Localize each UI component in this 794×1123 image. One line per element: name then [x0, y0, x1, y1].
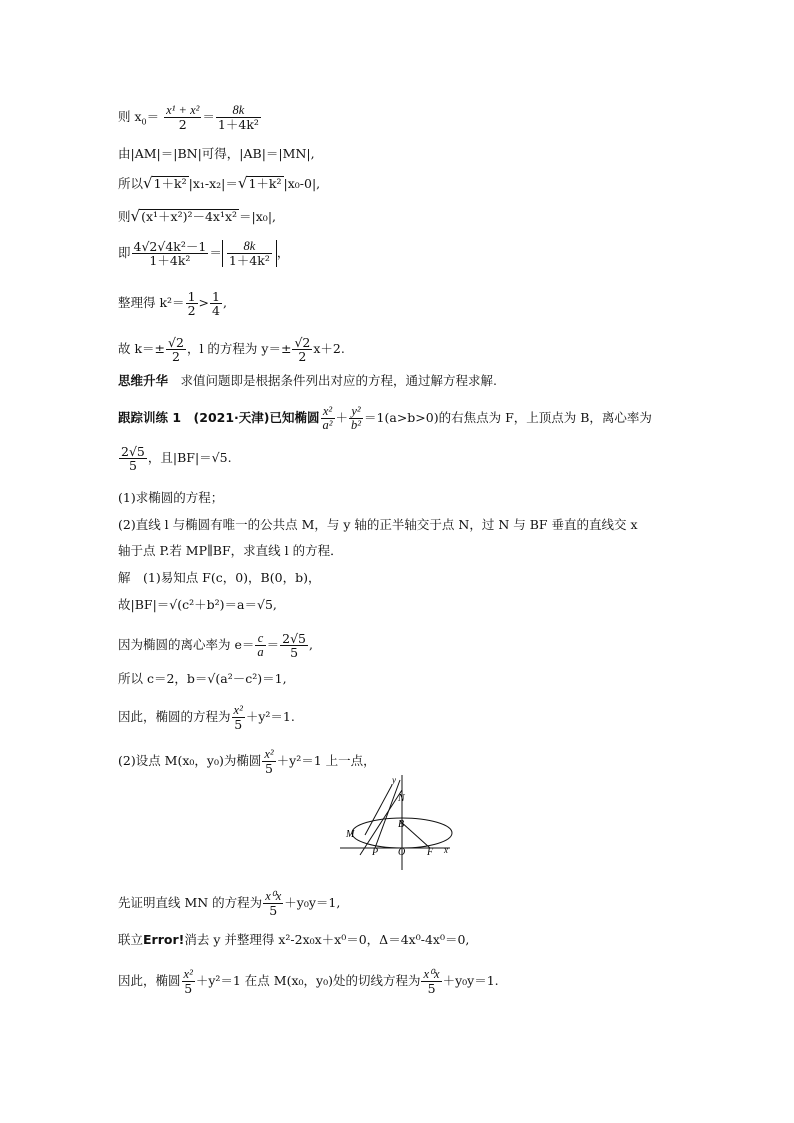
eq-x0: [118, 104, 262, 131]
text: 则: [118, 209, 131, 224]
denominator: 5: [265, 761, 273, 776]
label-x: x: [444, 845, 448, 855]
denominator: 2: [187, 303, 196, 318]
radicand: (x¹＋x²)²－4x¹x²: [141, 209, 238, 224]
fraction: [227, 240, 272, 267]
text: 由|AM|＝|BN|可得，|AB|＝|MN|,: [118, 146, 315, 161]
eq-line: [118, 208, 276, 225]
fraction: [216, 104, 261, 131]
denominator: 2: [172, 349, 180, 364]
denominator: 5: [427, 981, 436, 996]
denominator: 4: [212, 303, 220, 318]
fraction: [182, 968, 195, 995]
text-line: [118, 932, 469, 948]
text: 所以 c＝2，b＝√(a²－c²)＝1,: [118, 671, 287, 686]
eq-line: [118, 632, 313, 659]
label-p: P: [372, 847, 379, 858]
fraction: [292, 336, 312, 363]
text: ＋y²＝1 在点 M(x₀，y₀)处的切线方程为: [195, 973, 421, 988]
numerator: x⁰x: [423, 967, 440, 981]
text: 先证明直线 MN 的方程为: [118, 895, 263, 910]
numerator: √2: [294, 335, 311, 350]
text: ＝|x₀|,: [239, 209, 277, 224]
denominator: 2: [298, 349, 307, 364]
summary-line: [118, 373, 497, 389]
text: ,: [309, 637, 313, 652]
numerator: x¹ + x²: [166, 103, 200, 117]
ellipse-figure: [340, 755, 460, 870]
line-mp: [365, 785, 392, 835]
text: 求值问题即是根据条件列出对应的方程，通过解方程求解.: [168, 373, 497, 388]
denominator: 5: [184, 981, 193, 996]
problem-line: [118, 445, 232, 472]
text: (2)设点 M(x₀，y₀)为椭圆: [118, 753, 262, 768]
absolute-value: [222, 240, 277, 267]
eq-line: [118, 240, 289, 267]
numerator: 1: [212, 289, 220, 304]
denominator: 5: [128, 458, 137, 473]
fraction: [421, 968, 441, 995]
denominator: a²: [322, 418, 333, 432]
text: ＋y²＝1.: [245, 709, 295, 724]
text: 则 x: [118, 109, 142, 124]
text: ,: [222, 295, 227, 310]
denominator: 1＋4k²: [149, 253, 191, 268]
denominator: 2: [178, 117, 187, 132]
text: ，l 的方程为 y＝±: [186, 341, 292, 356]
numerator: x²: [321, 405, 335, 419]
denominator: 5: [290, 645, 299, 660]
text: 轴于点 P.若 MP∥BF，求直线 l 的方程．: [118, 543, 343, 558]
text: 因为椭圆的离心率为 e＝: [118, 637, 255, 652]
radicand: 1＋k²: [248, 176, 282, 191]
text: ＋: [335, 410, 349, 425]
text: 即: [118, 245, 131, 260]
fraction: [263, 890, 283, 917]
eq-line: [118, 290, 227, 317]
text: ＝: [266, 637, 280, 652]
eq-line: [118, 968, 499, 995]
text: 消去 y 并整理得 x²-2x₀x＋x⁰＝0，Δ＝4x⁰-4x⁰＝0,: [184, 932, 470, 947]
text: 故|BF|＝√(c²＋b²)＝a＝√5,: [118, 597, 277, 612]
eq-line: [118, 336, 345, 363]
text: ＝: [202, 109, 215, 124]
numerator: x²: [183, 967, 193, 981]
eq-line: [118, 748, 376, 775]
text: |x₁-x₂|＝: [188, 176, 238, 191]
numerator: 2√5: [282, 631, 307, 646]
denominator: a: [257, 645, 264, 659]
eq-line: [118, 890, 340, 917]
text: ＋y₀y＝1.: [442, 973, 499, 988]
label-m: M: [346, 829, 355, 840]
label-o: O: [398, 847, 406, 858]
text: 所以: [118, 176, 144, 191]
numerator: 4√2√4k²－1: [133, 239, 207, 254]
numerator: x⁰x: [265, 889, 282, 903]
problem-line: [118, 405, 652, 432]
numerator: y²: [349, 405, 363, 419]
fraction: [166, 336, 186, 363]
denominator: 5: [234, 717, 243, 732]
label-f: F: [427, 847, 434, 858]
text-line: [118, 570, 320, 586]
text: 整理得 k²＝: [118, 295, 185, 310]
text: ＋y₀y＝1,: [284, 895, 341, 910]
fraction: [349, 405, 363, 432]
fraction: [232, 704, 245, 731]
fraction: [262, 748, 275, 775]
line-pn: [375, 780, 400, 848]
eq-line: [118, 175, 320, 192]
numerator: 1: [187, 289, 196, 304]
text: 解 (1)易知点 F(c，0)，B(0，b)，: [118, 570, 321, 585]
fraction: [321, 405, 335, 432]
fraction: [210, 290, 222, 317]
numerator: 8k: [216, 104, 261, 118]
label-b: B: [398, 819, 405, 830]
text: ＋y²＝1 上一点，: [276, 753, 376, 768]
text: ＝: [146, 109, 160, 124]
numerator: 2√5: [121, 444, 145, 459]
text: x＋2.: [313, 341, 345, 356]
numerator: x²: [264, 747, 274, 761]
text: >: [198, 295, 209, 310]
numerator: c: [255, 632, 265, 646]
text-line: [118, 146, 315, 162]
fraction: [280, 632, 308, 659]
fraction: [132, 240, 209, 267]
fraction: [186, 290, 198, 317]
text: ＝1(a>b>0)的右焦点为 F，上顶点为 B，离心率为: [364, 410, 652, 425]
numerator: √2: [168, 335, 184, 350]
numerator: 8k: [227, 240, 272, 254]
sqrt-icon: √: [237, 174, 248, 192]
fraction: [255, 632, 265, 659]
text: 0: [141, 117, 147, 127]
error-text: Error!: [143, 932, 185, 947]
fraction: [119, 445, 147, 472]
text: ，且|BF|＝√5.: [147, 450, 232, 465]
numerator: x²: [233, 703, 243, 717]
text: 联立: [118, 932, 144, 947]
denominator: 5: [269, 903, 278, 918]
denominator: 1＋4k²: [228, 253, 270, 268]
text: (1)求椭圆的方程；: [118, 490, 224, 505]
sqrt-icon: √: [143, 174, 153, 192]
text: 故 k＝±: [118, 341, 166, 356]
denominator: 1＋4k²: [217, 117, 259, 132]
text: ＝: [209, 245, 222, 260]
line-bf: [400, 821, 430, 848]
text-line: [118, 597, 277, 613]
label-n: N: [398, 793, 405, 804]
eq-line: [118, 704, 295, 731]
text: (2)直线 l 与椭圆有唯一的公共点 M，与 y 轴的正半轴交于点 N，过 N 与 BF 垂直的直线交 x: [118, 517, 638, 532]
text: 因此，椭圆: [118, 973, 181, 988]
text-line: [118, 543, 343, 559]
radicand: 1＋k²: [153, 176, 187, 191]
heading: 思维升华: [118, 373, 169, 388]
text-line: [118, 671, 287, 687]
label-y: y: [392, 775, 396, 785]
text: ，: [276, 245, 290, 260]
denominator: b²: [351, 418, 362, 432]
text: 跟踪训练 1 (2021·天津)已知椭圆: [118, 410, 320, 425]
text: |x₀-0|,: [283, 176, 321, 191]
fraction: [164, 104, 201, 131]
text-line: [118, 517, 638, 533]
text: 因此，椭圆的方程为: [118, 709, 231, 724]
sqrt-icon: √: [130, 207, 141, 225]
text-line: [118, 490, 223, 506]
